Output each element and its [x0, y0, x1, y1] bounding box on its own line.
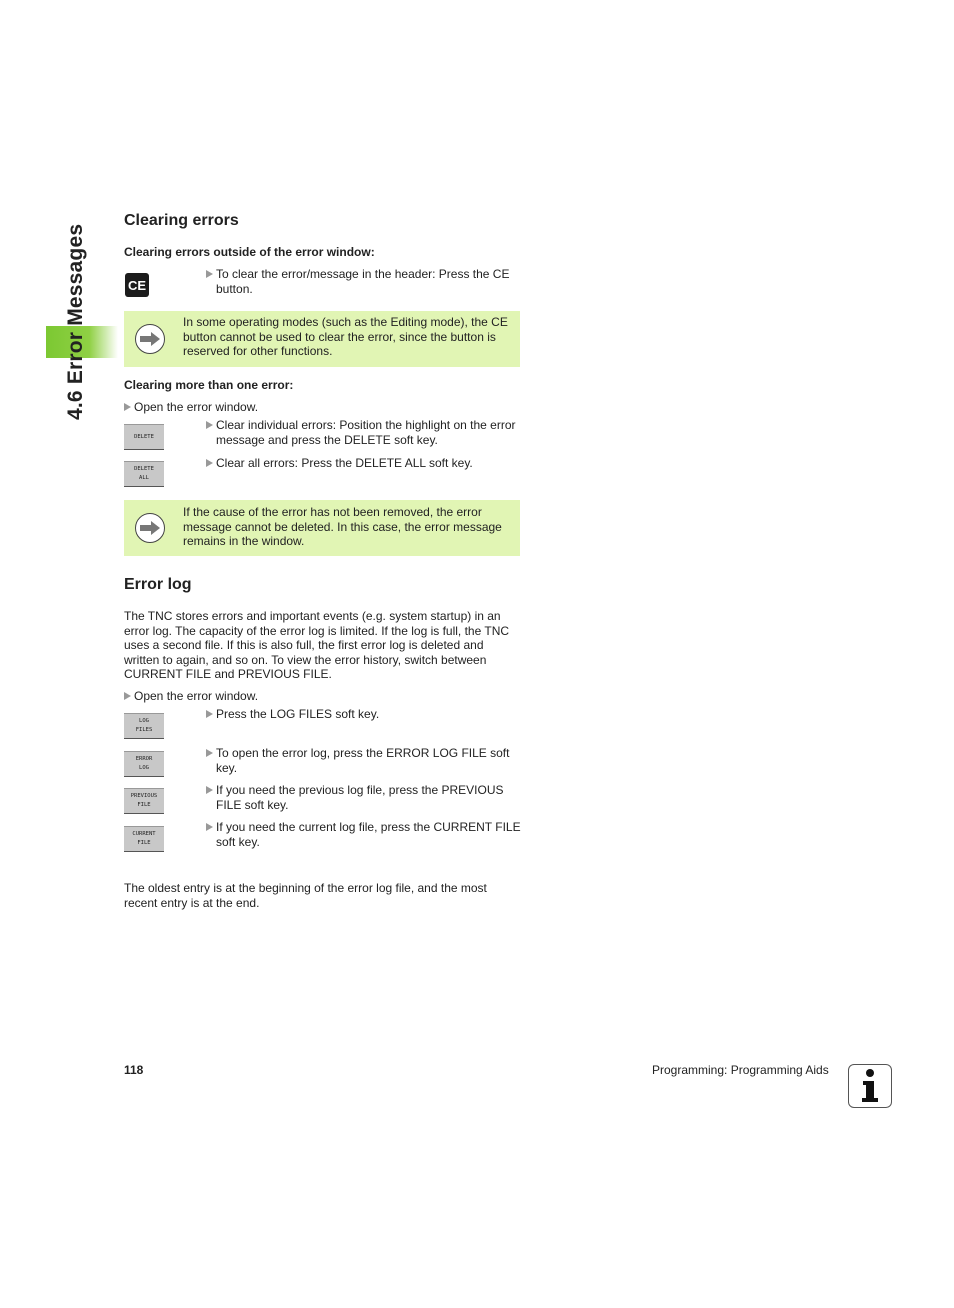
info-icon [848, 1064, 892, 1108]
softkey-delete[interactable]: DELETE [124, 424, 164, 450]
step-previous-file: If you need the previous log file, press the PREVIOUS FILE soft key. [206, 783, 530, 812]
arrow-right-icon [135, 324, 165, 354]
softkey-error-log[interactable]: ERROR LOG [124, 751, 164, 777]
subheading-more-than-one: Clearing more than one error: [124, 378, 294, 392]
section-title-vertical: 4.6 Error Messages [64, 223, 87, 420]
step-open-window-1: Open the error window. [124, 400, 258, 415]
step-current-file: If you need the current log file, press the CURRENT FILE soft key. [206, 820, 530, 849]
step-delete: Clear individual errors: Position the highlight on the error message and press the DELETE soft key. [206, 418, 526, 447]
step-delete-all: Clear all errors: Press the DELETE ALL soft key. [206, 456, 526, 471]
closing-paragraph: The oldest entry is at the beginning of the error log file, and the most recent entry is at the end. [124, 881, 487, 910]
step-ce: To clear the error/message in the header: Press the CE button. [206, 267, 526, 296]
note-text-2: If the cause of the error has not been removed, the error message cannot be deleted. In this case, the error message remains in the window. [183, 505, 502, 548]
heading-error-log: Error log [124, 576, 192, 593]
heading-clearing-errors: Clearing errors [124, 212, 239, 229]
softkey-current-file[interactable]: CURRENT FILE [124, 826, 164, 852]
chapter-title: Programming: Programming Aids [652, 1063, 829, 1077]
softkey-delete-all[interactable]: DELETE ALL [124, 461, 164, 487]
note-box-1 [124, 311, 520, 367]
ce-key-icon: CE [125, 273, 149, 297]
bullet-triangle-icon [206, 459, 213, 467]
error-log-paragraph: The TNC stores errors and important events (e.g. system startup) in an error log. The capacity of the error log is limited. If the log is full, the TNC uses a second file. If this is also full, the first error log is deleted and written to again, and so on. To view the error history, switch between CURRENT FILE and PREVIOUS FILE. [124, 609, 510, 681]
bullet-triangle-icon [206, 786, 213, 794]
note-text-1: In some operating modes (such as the Editing mode), the CE button cannot be used to clear the error, since the button is reserved for other functions. [183, 315, 508, 358]
softkey-previous-file[interactable]: PREVIOUS FILE [124, 788, 164, 814]
bullet-triangle-icon [124, 403, 131, 411]
bullet-triangle-icon [206, 823, 213, 831]
step-error-log: To open the error log, press the ERROR LOG FILE soft key. [206, 746, 530, 775]
bullet-triangle-icon [124, 692, 131, 700]
bullet-triangle-icon [206, 749, 213, 757]
note-box-2 [124, 500, 520, 556]
page-number: 118 [124, 1063, 144, 1077]
bullet-triangle-icon [206, 270, 213, 278]
bullet-triangle-icon [206, 710, 213, 718]
subheading-outside-window: Clearing errors outside of the error window: [124, 245, 375, 259]
arrow-right-icon [135, 513, 165, 543]
softkey-log-files[interactable]: LOG FILES [124, 713, 164, 739]
step-log-files: Press the LOG FILES soft key. [206, 707, 528, 722]
step-open-window-2: Open the error window. [124, 689, 258, 704]
bullet-triangle-icon [206, 421, 213, 429]
